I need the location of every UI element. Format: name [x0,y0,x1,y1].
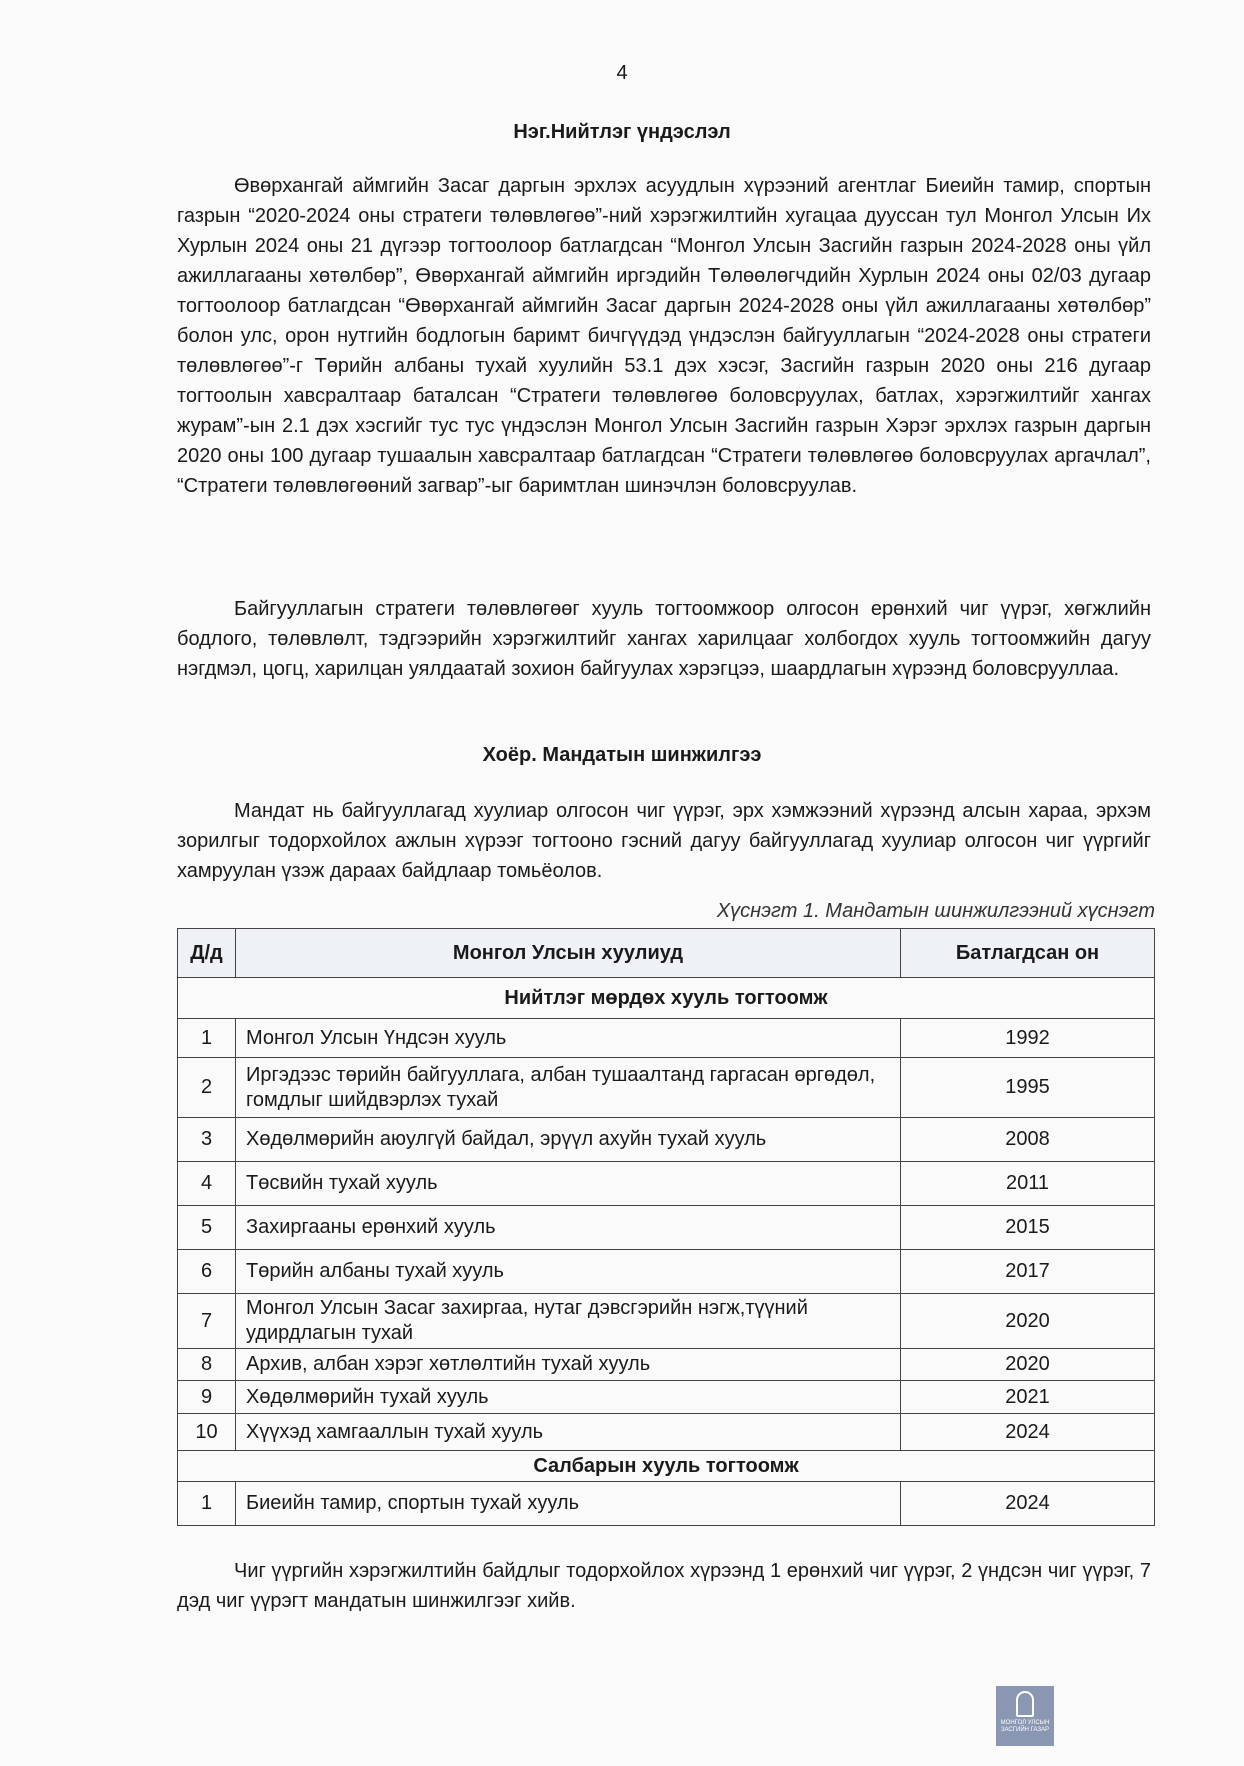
row-year: 2021 [901,1381,1155,1414]
row-law-name: Төсвийн тухай хууль [236,1162,901,1206]
seal-text-line1: МОНГОЛ УЛСЫН [1000,1720,1050,1726]
row-year: 2017 [901,1250,1155,1294]
paragraph-general-basis: Өвөрхангай аймгийн Засаг даргын эрхлэх асуудлын хүрээний агентлаг Биеийн тамир, спортын газрын “2020-2024 оны стратеги төлөвлөгөө”-ний хэрэгжилтийн хугацаа дууссан тул Монгол Улсын Их Хурлын 2024 оны 21 дүгээр тогтоолоор батлагдсан “Монгол Улсын Засгийн газрын 2024-2028 оны үйл ажиллагааны хөтөлбөр”, Өвөрхангай аймгийн иргэдийн Төлөөлөгчдийн Хурлын 2024 оны 02/03 дугаар тогтоолоор батлагдсан “Өвөрхангай аймгийн Засаг даргын 2024-2028 оны үйл ажиллагааны хөтөлбөр” болон улс, орон нутгийн бодлогын баримт бичгүүдэд үндэслэн байгууллагын “2024-2028 оны стратеги төлөвлөгөө”-г Төрийн албаны тухай хуулийн 53.1 дэх хэсэг, Засгийн газрын 2020 оны 216 дугаар тогтоолын хавсралтаар баталсан “Стратеги төлөвлөгөө боловсруулах, батлах, хэрэгжилтийг хангах журам”-ын 2.1 дэх хэсгийг тус тус үндэслэн Монгол Улсын Засгийн газрын Хэрэг эрхлэх газрын даргын 2020 оны 100 дугаар тушаалын хавсралтаар батлагдсан “Стратеги төлөвлөгөө боловсруулах аргачлал”, “Стратеги төлөвлөгөөний загвар”-ыг баримтлан шинэчлэн боловсруулав. [177,175,1151,497]
table-row [178,1250,1155,1294]
table-row [178,1162,1155,1206]
row-law-name: Иргэдээс төрийн байгууллага, албан тушаалтанд гаргасан өргөдөл, гомдлыг шийдвэрлэх тухай [236,1058,901,1118]
row-num: 8 [178,1349,236,1381]
table-row [178,1414,1155,1451]
mandate-analysis-table [177,928,1155,1526]
row-law-name: Захиргааны ерөнхий хууль [236,1206,901,1250]
row-year: 2024 [901,1414,1155,1451]
row-year: 2024 [901,1482,1155,1526]
table-header-row [178,929,1155,978]
header-year: Батлагдсан он [901,929,1155,978]
table-row [178,1482,1155,1526]
row-law-name: Архив, албан хэрэг хөтлөлтийн тухай хууль [236,1349,901,1381]
row-law-name: Биеийн тамир, спортын тухай хууль [236,1482,901,1526]
row-num: 10 [178,1414,236,1451]
row-num: 5 [178,1206,236,1250]
table-group-row [178,978,1155,1019]
table-row [178,1206,1155,1250]
government-seal-logo [996,1686,1054,1746]
header-law-name: Монгол Улсын хуулиуд [236,929,901,978]
row-year: 2008 [901,1118,1155,1162]
row-law-name: Монгол Улсын Үндсэн хууль [236,1019,901,1058]
row-law-name: Хүүхэд хамгааллын тухай хууль [236,1414,901,1451]
paragraph-closing: Чиг үүргийн хэрэгжилтийн байдлыг тодорхойлох хүрээнд 1 ерөнхий чиг үүрэг, 2 үндсэн чиг үүрэг, 7 дэд чиг үүрэгт мандатын шинжилгээг хийв. [177,1560,1151,1612]
table-row [178,1058,1155,1118]
header-num: Д/д [178,929,236,978]
row-law-name: Монгол Улсын Засаг захиргаа, нутаг дэвсгэрийн нэгж,түүний удирдлагын тухай [236,1294,901,1349]
row-num: 1 [178,1482,236,1526]
row-year: 2011 [901,1162,1155,1206]
row-year: 2020 [901,1294,1155,1349]
row-num: 9 [178,1381,236,1414]
row-num: 7 [178,1294,236,1349]
table-caption: Хүснэгт 1. Мандатын шинжилгээний хүснэгт [716,900,1155,922]
row-num: 2 [178,1058,236,1118]
table-row [178,1349,1155,1381]
seal-text-line2: ЗАСГИЙН ГАЗАР [1000,1727,1050,1733]
section-title-mandate: Хоёр. Мандатын шинжилгээ [482,744,762,766]
row-law-name: Хөдөлмөрийн тухай хууль [236,1381,901,1414]
row-year: 2020 [901,1349,1155,1381]
table-row [178,1294,1155,1349]
soyombo-icon [1016,1691,1034,1717]
paragraph-mandate: Мандат нь байгууллагад хуулиар олгосон чиг үүрэг, эрх хэмжээний хүрээнд алсын хараа, эрхэм зорилгыг тодорхойлох ажлын хүрээг тогтооно гэсний дагуу байгууллагад хуулиар олгосон чиг үүргийг хамруулан үзэж дараах байдлаар томьёолов. [177,800,1151,882]
page-number: 4 [616,62,628,84]
table-group-row [178,1451,1155,1482]
row-num: 3 [178,1118,236,1162]
group-sector-laws: Салбарын хууль тогтоомж [178,1451,1155,1482]
row-num: 1 [178,1019,236,1058]
row-num: 6 [178,1250,236,1294]
section-title-general: Нэг.Нийтлэг үндэслэл [513,121,731,143]
table-row [178,1381,1155,1414]
row-year: 1992 [901,1019,1155,1058]
group-general-laws: Нийтлэг мөрдөх хууль тогтоомж [178,978,1155,1019]
table-row [178,1118,1155,1162]
paragraph-strategy-plan: Байгууллагын стратеги төлөвлөгөөг хууль тогтоомжоор олгосон ерөнхий чиг үүрэг, хөгжлийн бодлого, төлөвлөлт, тэдгээрийн хэрэгжилтийг хангах харилцааг холбогдох хууль тогтоомжийн дагуу нэгдмэл, цогц, харилцан уялдаатай зохион байгуулах хэрэгцээ, шаардлагын хүрээнд боловсрууллаа. [177,598,1151,680]
table-row [178,1019,1155,1058]
row-law-name: Төрийн албаны тухай хууль [236,1250,901,1294]
row-law-name: Хөдөлмөрийн аюулгүй байдал, эрүүл ахуйн тухай хууль [236,1118,901,1162]
row-year: 2015 [901,1206,1155,1250]
row-year: 1995 [901,1058,1155,1118]
row-num: 4 [178,1162,236,1206]
